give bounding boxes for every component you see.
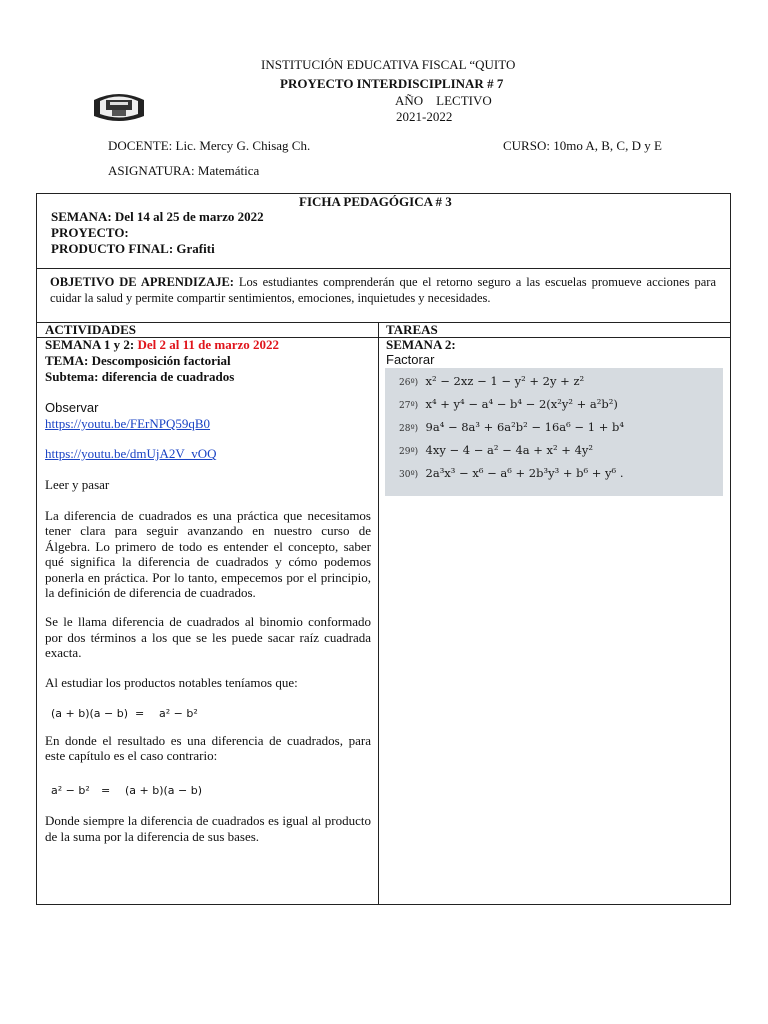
exercise-number: 28º) <box>399 424 419 434</box>
year-label: AÑO LECTIVO <box>395 93 492 108</box>
paragraph-binomial: Se le llama diferencia de cuadrados al binomio conformado por dos términos a los que se les puede sacar raíz cuadrada exacta. <box>45 614 371 661</box>
exercise-30 <box>399 466 623 480</box>
pedagogical-sheet-table <box>36 193 731 905</box>
teacher-name: DOCENTE: Lic. Mercy G. Chisag Ch. <box>108 138 311 153</box>
exercise-number: 30º) <box>399 470 419 480</box>
school-year: 2021-2022 <box>396 109 453 124</box>
activities-week-label: SEMANA 1 y 2: <box>45 337 138 352</box>
exercise-expression: 9a⁴ − 8a³ + 6a²b² − 16a⁶ − 1 + b⁴ <box>425 420 624 434</box>
activities-header: ACTIVIDADES <box>45 322 137 337</box>
objective-text: Los estudiantes comprenderán que el retorno seguro a las escuelas promueve acciones para cuidar la salud y permite compartir sentimientos, emociones, inquietudes y necesidades. <box>50 275 717 305</box>
paragraph-definition: La diferencia de cuadrados es una práctica que necesitamos tener clara para seguir avanzando en nuestro curso de Álgebra. Lo primero de todo es entender el concepto, saber qué significa la diferencia de cuadrados y cómo podemos ponerla en práctica. Por lo tanto, empecemos por el principio, la definición de diferencia de cuadrados. <box>45 508 371 601</box>
exercise-27 <box>399 397 618 411</box>
formula-product-rhs: a² − b² <box>159 706 198 720</box>
activities-content <box>45 337 371 844</box>
school-logo <box>90 86 148 124</box>
video-link-1[interactable]: https://youtu.be/FErNPQ59qB0 <box>45 416 211 431</box>
exercise-expression: x⁴ + y⁴ − a⁴ − b⁴ − 2(x²y² + a²b²) <box>425 397 618 411</box>
exercise-29 <box>399 443 593 457</box>
paragraph-contrary-case: En donde el resultado es una diferencia de cuadrados, para este capítulo es el caso contrario: <box>45 732 371 764</box>
tasks-week: SEMANA 2: <box>386 337 456 352</box>
observe-label: Observar <box>45 400 99 415</box>
formula-equals-2: = <box>101 784 111 798</box>
formula-product-lhs: (a + b)(a − b) <box>51 706 129 720</box>
exercise-expression: 2a³x³ − x⁶ − a⁶ + 2b³y³ + b⁶ + y⁶ . <box>425 466 624 480</box>
exercise-28 <box>399 420 624 434</box>
paragraph-conclusion: Donde siempre la diferencia de cuadrados es igual al producto de la suma por la diferencia de sus bases. <box>45 813 371 844</box>
exercise-26 <box>399 374 584 388</box>
sheet-title: FICHA PEDAGÓGICA # 3 <box>299 194 452 209</box>
formula-product <box>45 691 371 733</box>
project-label: PROYECTO: <box>51 225 129 240</box>
objective-label: OBJETIVO DE APRENDIZAJE: <box>50 275 234 289</box>
institution-name: INSTITUCIÓN EDUCATIVA FISCAL “QUITO <box>261 57 516 72</box>
tasks-header: TAREAS <box>386 322 438 337</box>
formula-factor <box>45 763 371 813</box>
formula-factor-rhs: (a + b)(a − b) <box>125 784 203 798</box>
exercise-number: 29º) <box>399 447 419 457</box>
subject-name: ASIGNATURA: Matemática <box>108 163 260 178</box>
final-product: PRODUCTO FINAL: Grafiti <box>51 241 215 256</box>
formula-factor-lhs: a² − b² <box>51 784 90 798</box>
video-link-2[interactable]: https://youtu.be/dmUjA2V_vOQ <box>45 446 217 461</box>
activities-week-dates: Del 2 al 11 de marzo 2022 <box>137 337 279 352</box>
exercise-number: 27º) <box>399 401 419 411</box>
paragraph-notable-products: Al estudiar los productos notables teníamos que: <box>45 674 298 690</box>
tasks-instruction: Factorar <box>386 352 435 367</box>
formula-equals-1: = <box>135 706 145 720</box>
exercise-number: 26º) <box>399 378 419 388</box>
learning-objective <box>50 274 716 306</box>
project-title: PROYECTO INTERDISCIPLINAR # 7 <box>280 76 504 91</box>
week-range: SEMANA: Del 14 al 25 de marzo 2022 <box>51 209 264 224</box>
read-instruction: Leer y pasar <box>45 477 110 492</box>
course-info: CURSO: 10mo A, B, C, D y E <box>503 138 662 153</box>
topic: TEMA: Descomposición factorial <box>45 353 231 368</box>
subtopic: Subtema: diferencia de cuadrados <box>45 369 235 384</box>
exercise-image <box>385 368 723 496</box>
exercise-expression: 4xy − 4 − a² − 4a + x² + 4y² <box>425 443 594 457</box>
exercise-expression: x² − 2xz − 1 − y² + 2y + z² <box>425 374 585 388</box>
